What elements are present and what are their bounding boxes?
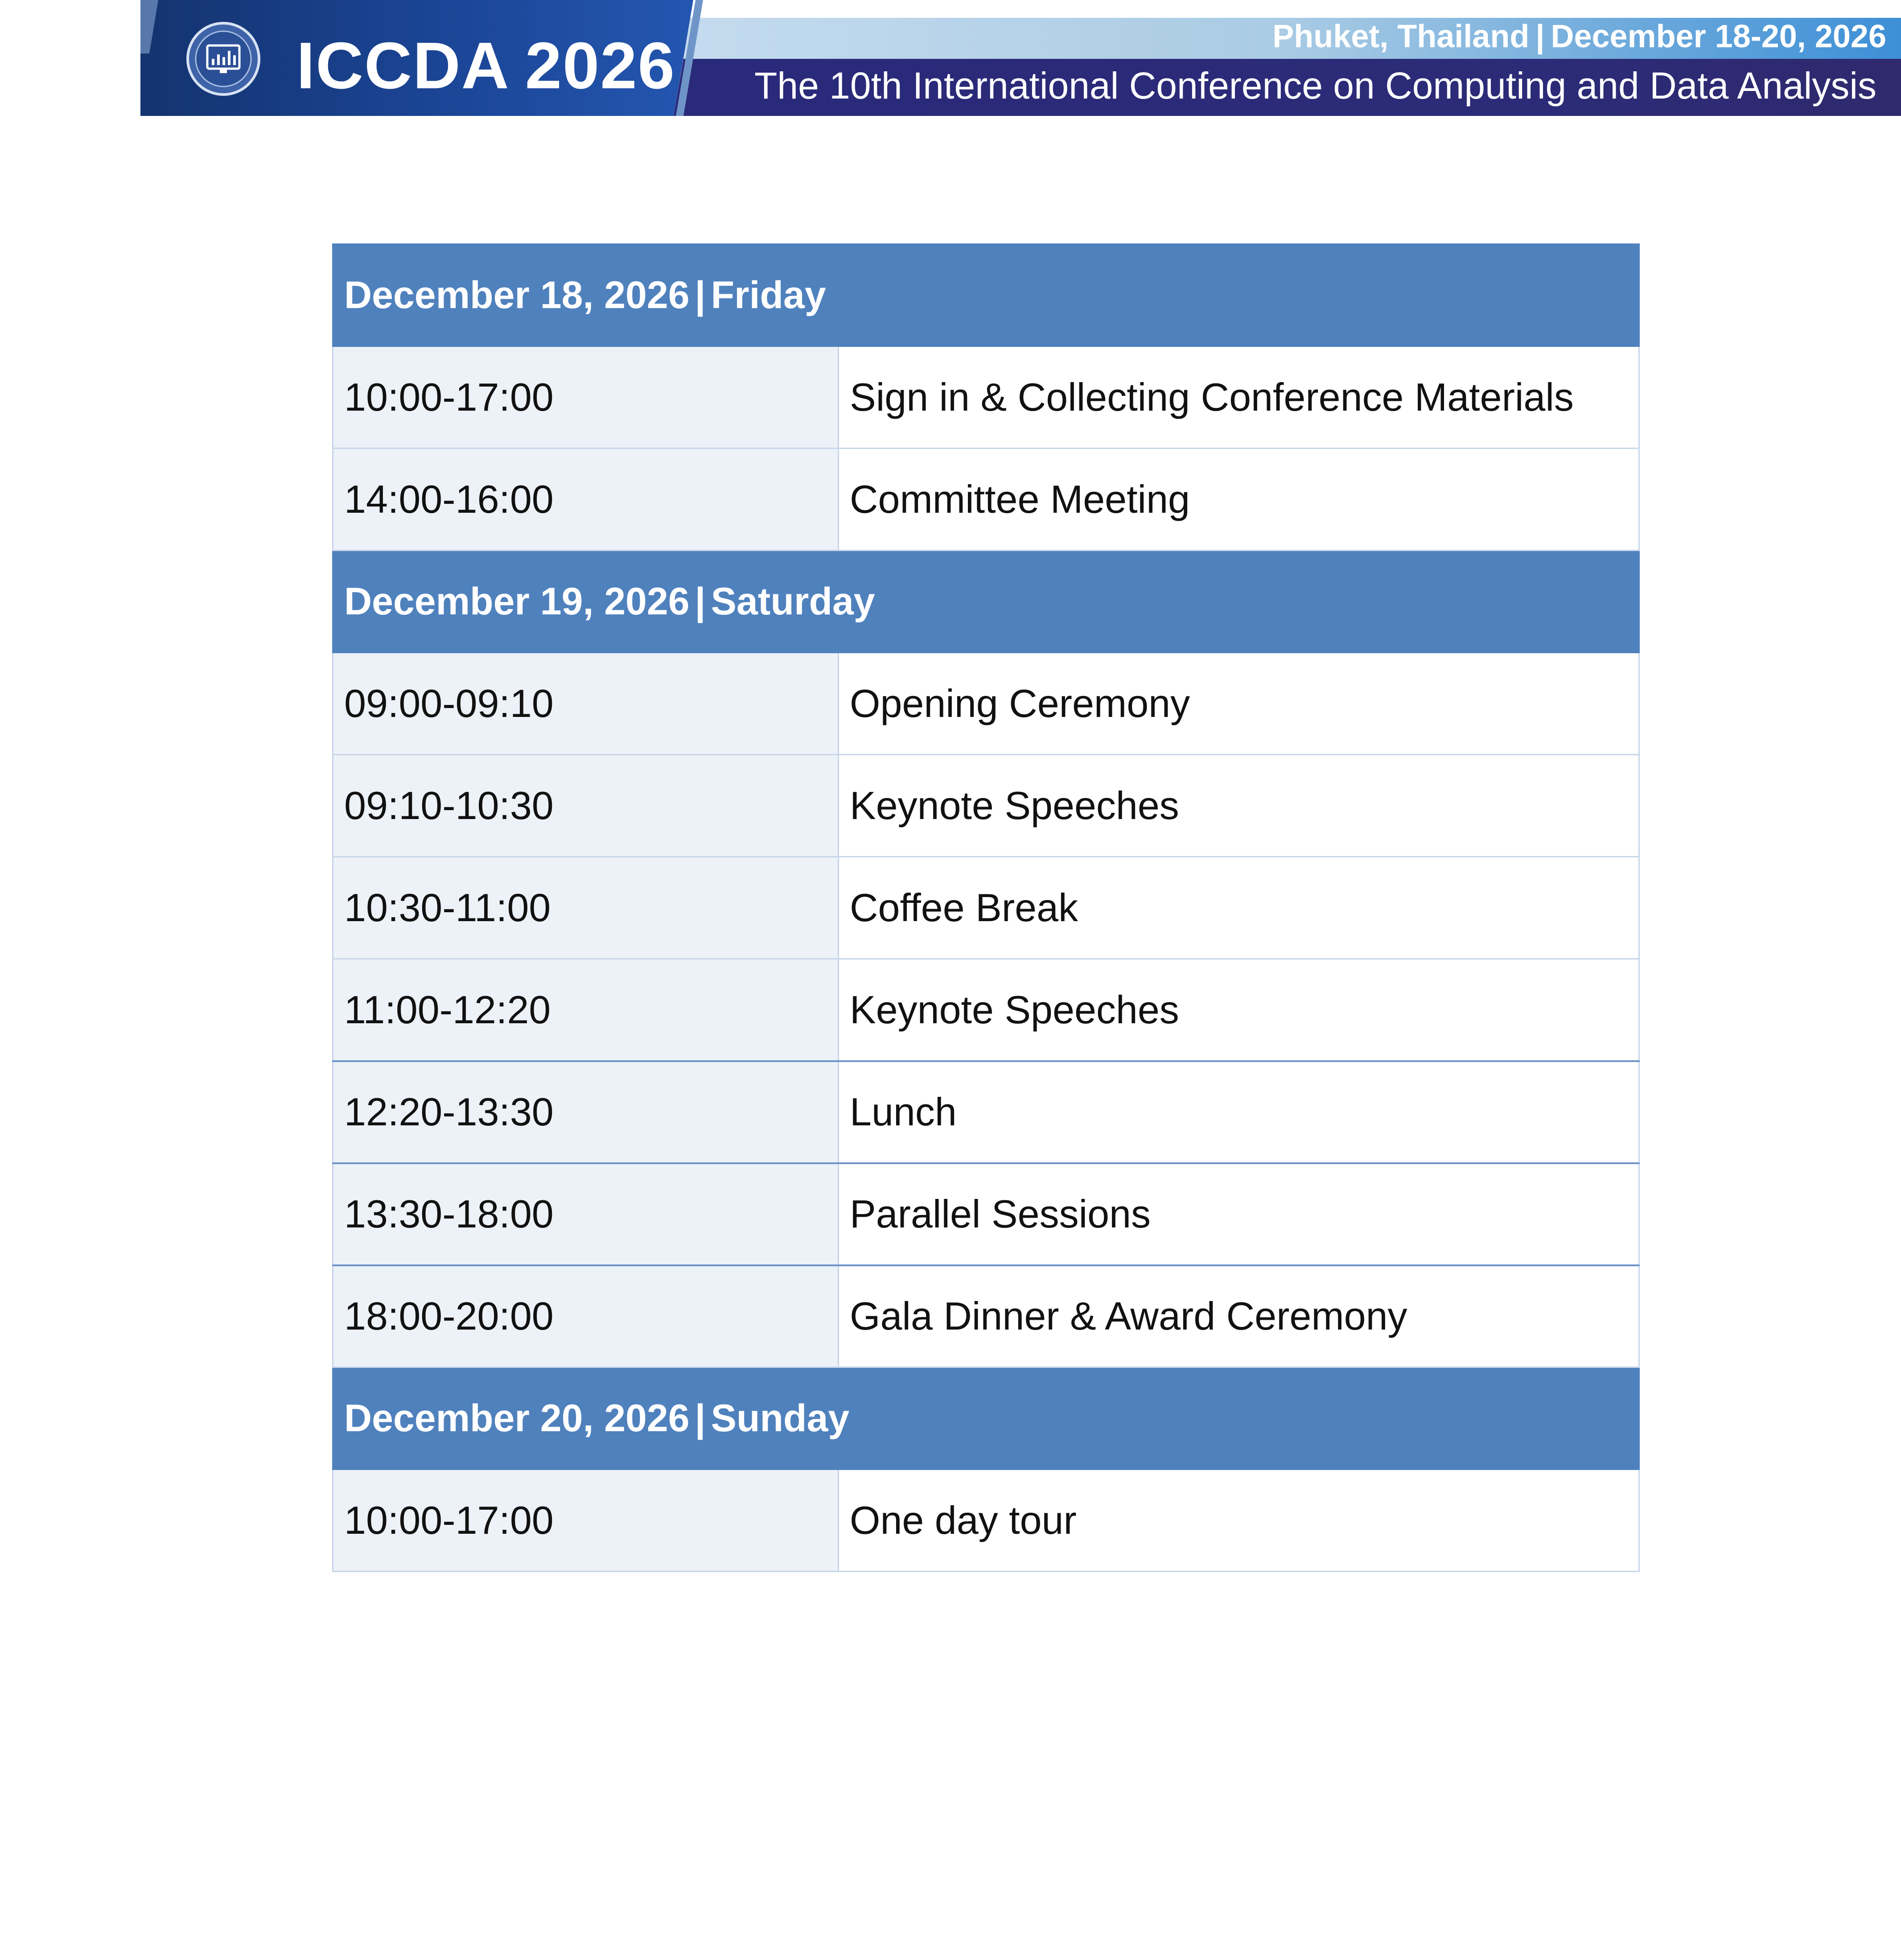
- day-weekday: Saturday: [711, 580, 875, 623]
- schedule-row: [333, 346, 1639, 449]
- day-date: December 18, 2026: [344, 273, 690, 317]
- day-header-row: [333, 551, 1639, 653]
- schedule-row: [333, 857, 1639, 959]
- conference-banner: [140, 0, 1901, 116]
- schedule-row: [333, 1163, 1639, 1265]
- day-header-row: [333, 1367, 1639, 1470]
- event-cell: Gala Dinner & Award Ceremony: [839, 1265, 1639, 1367]
- time-cell: 10:00-17:00: [333, 1470, 839, 1572]
- day-weekday: Sunday: [711, 1396, 850, 1440]
- event-cell: Committee Meeting: [839, 449, 1639, 551]
- time-cell: 09:00-09:10: [333, 653, 839, 755]
- schedule-row: [333, 653, 1639, 755]
- event-cell: Keynote Speeches: [839, 755, 1639, 857]
- day-weekday: Friday: [711, 273, 826, 317]
- event-cell: Keynote Speeches: [839, 959, 1639, 1061]
- schedule-row: [333, 449, 1639, 551]
- separator: |: [695, 580, 706, 623]
- time-cell: 12:20-13:30: [333, 1061, 839, 1163]
- day-header-cell: [333, 244, 1639, 346]
- event-cell: Opening Ceremony: [839, 653, 1639, 755]
- time-cell: 13:30-18:00: [333, 1163, 839, 1265]
- location-and-dates: [1272, 21, 1886, 53]
- conference-year: 2026: [525, 29, 675, 103]
- time-cell: 09:10-10:30: [333, 755, 839, 857]
- separator: |: [1535, 19, 1545, 54]
- schedule-row: [333, 1061, 1639, 1163]
- time-cell: 10:00-17:00: [333, 346, 839, 449]
- day-header-cell: [333, 551, 1639, 653]
- conference-acronym: ICCDA: [296, 29, 510, 103]
- schedule-row: [333, 755, 1639, 857]
- day-header-cell: [333, 1367, 1639, 1470]
- conference-location: Phuket, Thailand: [1272, 19, 1530, 54]
- separator: |: [695, 273, 706, 317]
- conference-full-title: The 10th International Conference on Computing and Data Analysis: [754, 65, 1876, 107]
- schedule-row: [333, 1265, 1639, 1367]
- time-cell: 14:00-16:00: [333, 449, 839, 551]
- time-cell: 18:00-20:00: [333, 1265, 839, 1367]
- day-date: December 19, 2026: [344, 580, 690, 623]
- conference-schedule-table: [332, 243, 1640, 1572]
- separator: |: [695, 1396, 706, 1440]
- conference-acronym-title: [296, 29, 675, 103]
- conference-dates: December 18-20, 2026: [1551, 19, 1886, 54]
- time-cell: 11:00-12:20: [333, 959, 839, 1061]
- schedule-row: [333, 959, 1639, 1061]
- day-date: December 20, 2026: [344, 1396, 690, 1440]
- schedule-row: [333, 1470, 1639, 1572]
- event-cell: One day tour: [839, 1470, 1639, 1572]
- event-cell: Coffee Break: [839, 857, 1639, 959]
- event-cell: Sign in & Collecting Conference Materials: [839, 346, 1639, 449]
- time-cell: 10:30-11:00: [333, 857, 839, 959]
- bar-chart-monitor-icon: [184, 20, 263, 98]
- day-header-row: [333, 244, 1639, 346]
- event-cell: Lunch: [839, 1061, 1639, 1163]
- event-cell: Parallel Sessions: [839, 1163, 1639, 1265]
